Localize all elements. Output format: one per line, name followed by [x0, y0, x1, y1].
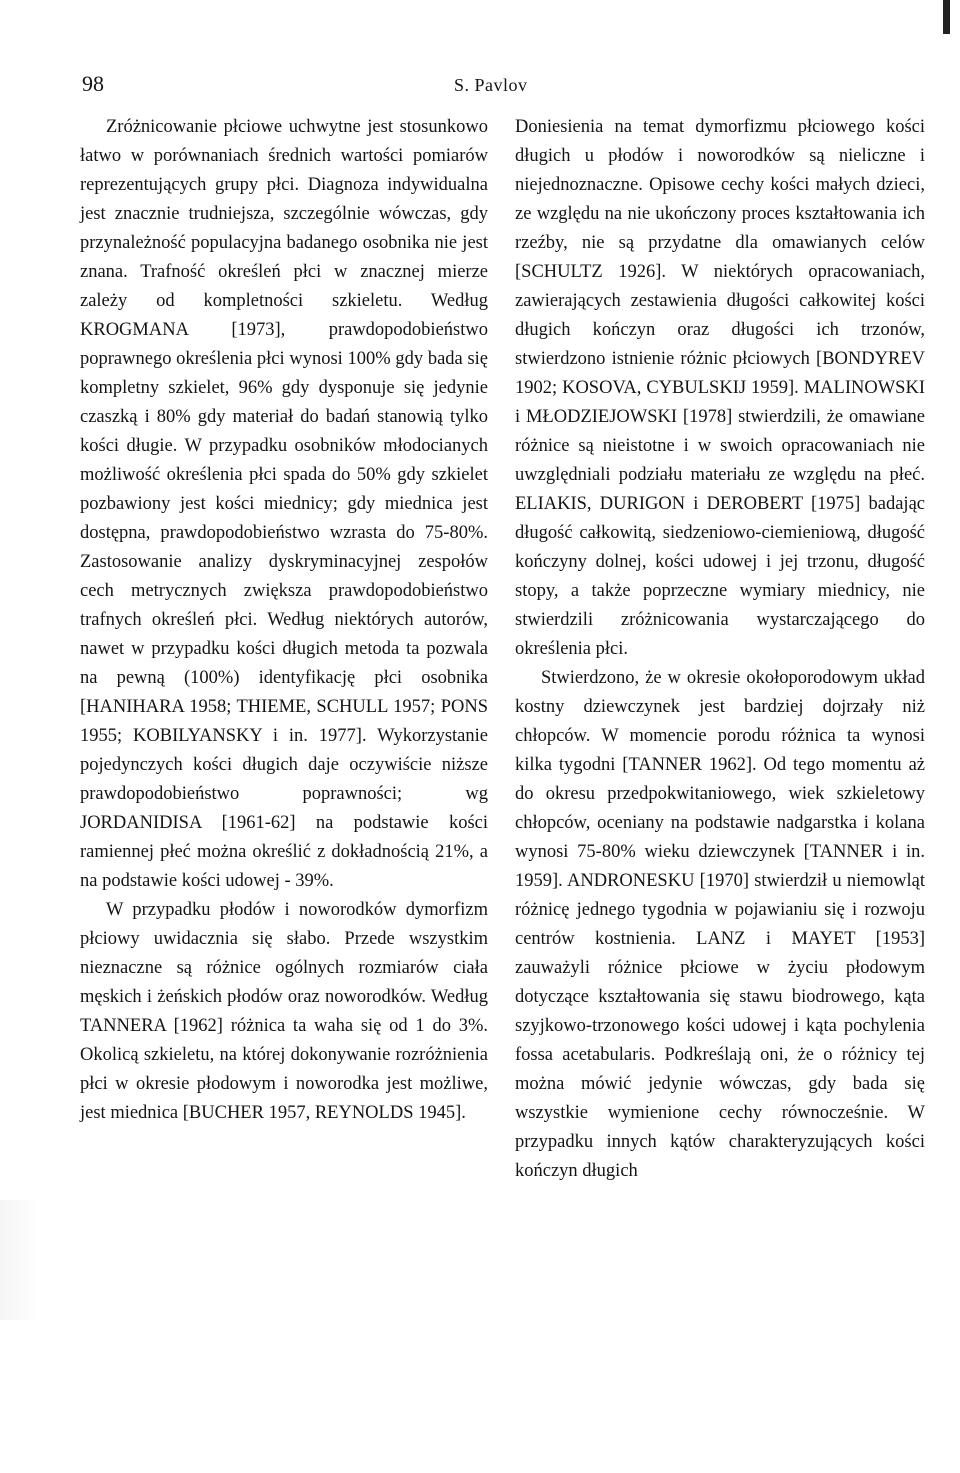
scan-smudge [0, 1200, 40, 1320]
left-paragraph-2: W przypadku płodów i noworodków dymorfizm płciowy uwidacznia się słabo. Przede wszystkim nieznaczne są różnice ogólnych rozmiarów ciała męskich i żeńskich płodów oraz noworodków. Według TANNERA [1962] różnica ta waha się od 1 do 3%. Okolicą szkieletu, na której dokonywanie rozróżnienia płci w okresie płodowym i noworodka jest możliwe, jest miednica [BUCHER 1957, REYNOLDS 1945]. [80, 900, 488, 1123]
left-paragraph-1: Zróżnicowanie płciowe uchwytne jest stosunkowo łatwo w porównaniach średnich wartości pomiarów reprezentujących grupy płci. Diagnoza indywidualna jest znacznie trudniejsza, szczególnie wówczas, gdy przynależność populacyjna badanego osobnika nie jest znana. Trafność określeń płci w znacznej mierze zależy od kompletności szkieletu. Według KROGMANA [1973], prawdopodobieństwo poprawnego określenia płci wynosi 100% gdy bada się kompletny szkielet, 96% gdy dysponuje się jedynie czaszką i 80% gdy materiał do badań stanowią tylko kości długie. W przypadku osobników młodocianych możliwość określenia płci spada do 50% gdy szkielet pozbawiony jest kości miednicy; gdy miednica jest dostępna, prawdopodobieństwo wzrasta do 75-80%. Zastosowanie analizy dyskryminacyjnej zespołów cech metrycznych zwiększa prawdopodobieństwo trafnych określeń płci. Według niektórych autorów, nawet w przypadku kości długich metoda ta pozwala na pewną (100%) identyfikację płci osobnika [HANIHARA 1958; THIEME, SCHULL 1957; PONS 1955; KOBILYANSKY i in. 1977]. Wykorzystanie pojedynczych kości długich daje oczywiście niższe prawdopodobieństwo poprawności; wg JORDANIDISA [1961-62] na podstawie kości ramiennej płeć można określić z dokładnością 21%, a na podstawie kości udowej - 39%. [80, 117, 488, 891]
right-column [515, 113, 925, 1186]
running-head: S. Pavlov [454, 75, 528, 95]
scan-edge-mark [943, 0, 950, 34]
left-column [80, 113, 488, 1128]
page-number: 98 [82, 71, 104, 96]
right-paragraph-2: Stwierdzono, że w okresie okołoporodowym układ kostny dziewczynek jest bardziej dojrzały niż chłopców. W momencie porodu różnica ta wynosi kilka tygodni [TANNER 1962]. Od tego momentu aż do okresu przedpokwitaniowego, wiek szkieletowy chłopców, oceniany na podstawie nadgarstka i kolana wynosi 75-80% wieku dziewczynek [TANNER i in. 1959]. ANDRONESKU [1970] stwierdził u niemowląt różnicę jednego tygodnia w pojawianiu się i rozwoju centrów kostnienia. LANZ i MAYET [1953] zauważyli różnice płciowe w życiu płodowym dotyczące kształtowania się stawu biodrowego, kąta szyjkowo-trzonowego kości udowej i kąta pochylenia fossa acetabularis. Podkreślają oni, że o różnicy tej można mówić jedynie wówczas, gdy bada się wszystkie wymienione cechy równocześnie. W przypadku innych kątów charakteryzujących kości kończyn długich [515, 668, 925, 1181]
right-paragraph-1: Doniesienia na temat dymorfizmu płciowego kości długich u płodów i noworodków są nieliczne i niejednoznaczne. Opisowe cechy kości małych dzieci, ze względu na nie ukończony proces kształtowania ich rzeźby, nie są przydatne dla omawianych celów [SCHULTZ 1926]. W niektórych opracowaniach, zawierających zestawienia długości całkowitej kości długich kończyn oraz długości ich trzonów, stwierdzono istnienie różnic płciowych [BONDYREV 1902; KOSOVA, CYBULSKIJ 1959]. MALINOWSKI i MŁODZIEJOWSKI [1978] stwierdzili, że omawiane różnice są nieistotne i w swoich opracowaniach nie uwzględniali podziału materiału ze względu na płeć. ELIAKIS, DURIGON i DEROBERT [1975] badając długość całkowitą, siedzeniowo-ciemieniową, długość kończyny dolnej, kości udowej i jej trzonu, długość stopy, a także poprzeczne wymiary miednicy, nie stwierdzili zróżnicowania wystarczającego do określenia płci. [515, 117, 925, 659]
